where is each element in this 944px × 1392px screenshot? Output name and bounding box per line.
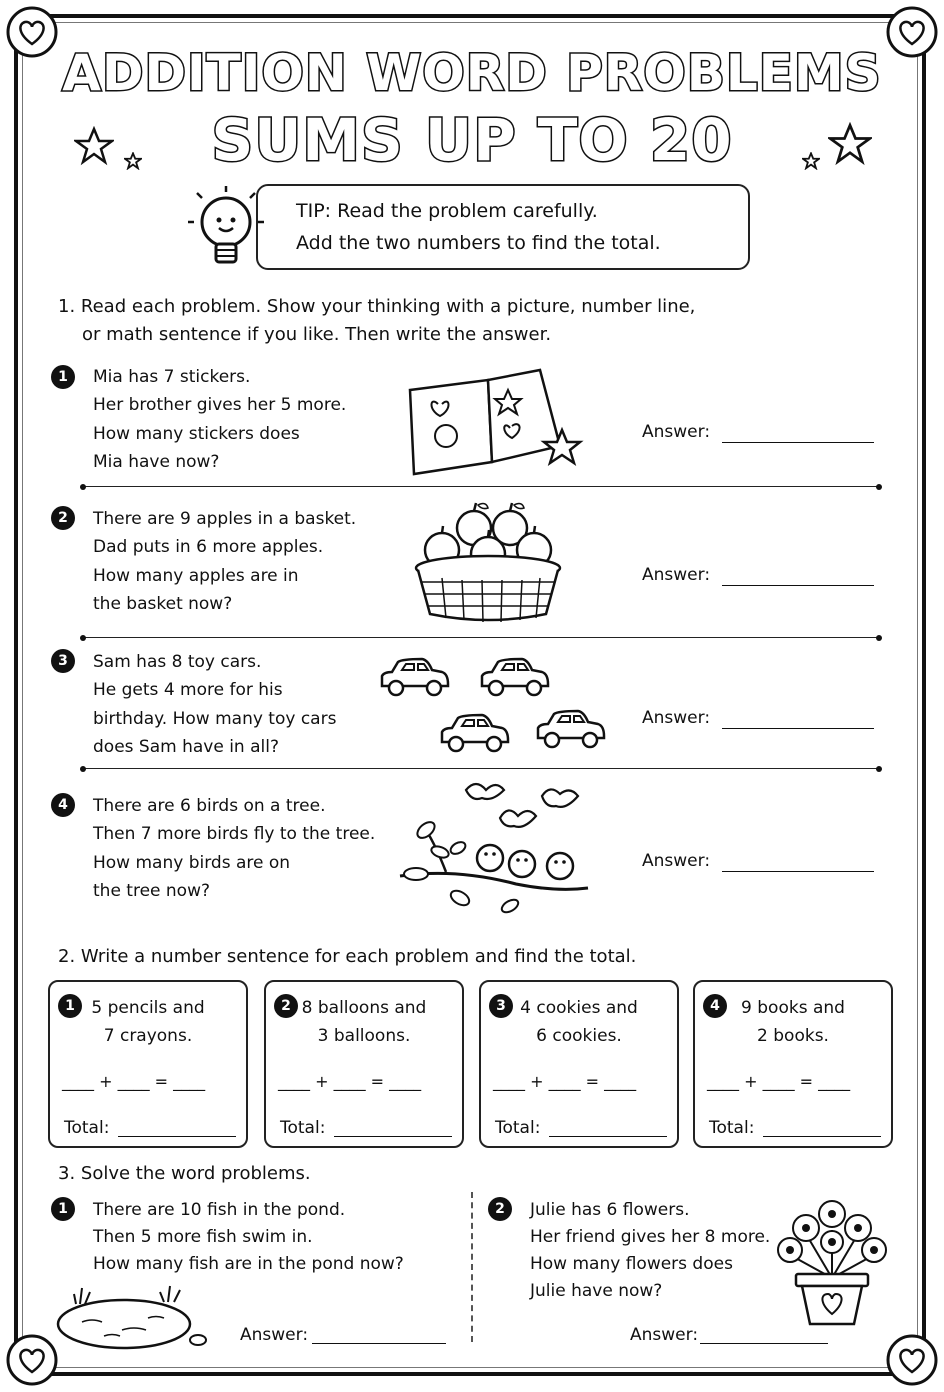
box-text: 9 books and xyxy=(741,998,845,1018)
problem-number: 1 xyxy=(51,365,75,389)
section1-instruction: 1. Read each problem. Show your thinking with a picture, number line, xyxy=(58,296,696,317)
problem-text: How many flowers does xyxy=(530,1254,733,1274)
problem-text: He gets 4 more for his xyxy=(93,680,283,700)
tip-line-2: Add the two numbers to find the total. xyxy=(296,232,661,254)
total-field[interactable] xyxy=(118,1136,236,1137)
tip-box xyxy=(256,184,750,270)
problem-text: There are 10 fish in the pond. xyxy=(93,1200,346,1220)
toy-car-icon xyxy=(438,712,510,756)
tip-line-1: TIP: Read the problem carefully. xyxy=(296,200,598,222)
total-label: Total: xyxy=(709,1118,755,1138)
answer-field[interactable] xyxy=(722,442,874,443)
equation-blanks[interactable]: ____ + ____ = ____ xyxy=(493,1072,637,1091)
divider-dot xyxy=(80,635,86,641)
problem-text: Julie has 6 flowers. xyxy=(530,1200,690,1220)
birds-branch-icon xyxy=(396,776,596,916)
box-text: 8 balloons and xyxy=(301,998,427,1018)
star-icon xyxy=(74,126,114,166)
box-text: 5 pencils and xyxy=(91,998,205,1018)
box-text: 2 books. xyxy=(757,1026,829,1046)
divider xyxy=(84,768,878,769)
problem-text: does Sam have in all? xyxy=(93,737,279,757)
equation-blanks[interactable]: ____ + ____ = ____ xyxy=(707,1072,851,1091)
section1-instruction-2: or math sentence if you like. Then write the answer. xyxy=(82,324,552,345)
star-icon xyxy=(802,152,820,170)
answer-field[interactable] xyxy=(722,728,874,729)
problem-text: How many stickers does xyxy=(93,424,300,444)
heart-icon xyxy=(884,1332,940,1388)
problem-text: Her brother gives her 5 more. xyxy=(93,395,347,415)
box-text: 3 balloons. xyxy=(317,1026,411,1046)
answer-field[interactable] xyxy=(722,585,874,586)
box-number: 3 xyxy=(489,994,513,1018)
divider-dot xyxy=(80,484,86,490)
equation-blanks[interactable]: ____ + ____ = ____ xyxy=(62,1072,206,1091)
problem-text: Then 7 more birds fly to the tree. xyxy=(93,824,376,844)
problem-text: Then 5 more fish swim in. xyxy=(93,1227,313,1247)
answer-label: Answer: xyxy=(642,422,711,442)
total-field[interactable] xyxy=(549,1136,667,1137)
problem-text: Sam has 8 toy cars. xyxy=(93,652,262,672)
divider-dot xyxy=(876,766,882,772)
box-number: 2 xyxy=(274,994,298,1018)
number-sentence-box xyxy=(693,980,893,1148)
box-text: 4 cookies and xyxy=(520,998,638,1018)
problem-text: Dad puts in 6 more apples. xyxy=(93,537,324,557)
divider xyxy=(84,637,878,638)
section2-instruction: 2. Write a number sentence for each problem and find the total. xyxy=(58,946,637,967)
problem-text: the basket now? xyxy=(93,594,233,614)
box-text: 6 cookies. xyxy=(536,1026,622,1046)
divider-dot xyxy=(876,635,882,641)
problem-number: 4 xyxy=(51,793,75,817)
star-icon xyxy=(828,122,872,166)
number-sentence-box xyxy=(479,980,679,1148)
problem-text: There are 9 apples in a basket. xyxy=(93,509,357,529)
problem-number: 1 xyxy=(51,1197,75,1221)
answer-label: Answer: xyxy=(630,1325,699,1345)
pond-icon xyxy=(52,1282,212,1352)
divider-dot xyxy=(80,766,86,772)
problem-text: There are 6 birds on a tree. xyxy=(93,796,326,816)
answer-field[interactable] xyxy=(312,1343,446,1344)
divider xyxy=(84,486,878,487)
page-subtitle: SUMS UP TO 20 xyxy=(211,106,733,174)
problem-text: Julie have now? xyxy=(530,1281,663,1301)
problem-number: 3 xyxy=(51,649,75,673)
sticker-book-icon xyxy=(400,366,590,476)
toy-car-icon xyxy=(478,656,550,700)
star-icon xyxy=(124,152,142,170)
total-label: Total: xyxy=(280,1118,326,1138)
problem-text: How many birds are on xyxy=(93,853,291,873)
total-field[interactable] xyxy=(763,1136,881,1137)
problem-text: How many apples are in xyxy=(93,566,299,586)
box-number: 4 xyxy=(703,994,727,1018)
answer-label: Answer: xyxy=(642,565,711,585)
number-sentence-box xyxy=(264,980,464,1148)
number-sentence-box xyxy=(48,980,248,1148)
answer-field[interactable] xyxy=(700,1343,828,1344)
flower-pot-icon xyxy=(774,1190,890,1330)
box-text: 7 crayons. xyxy=(103,1026,193,1046)
toy-car-icon xyxy=(534,708,606,752)
total-label: Total: xyxy=(495,1118,541,1138)
apple-basket-icon xyxy=(412,498,564,626)
problem-text: How many fish are in the pond now? xyxy=(93,1254,404,1274)
total-field[interactable] xyxy=(334,1136,452,1137)
section3-instruction: 3. Solve the word problems. xyxy=(58,1163,311,1184)
answer-field[interactable] xyxy=(722,871,874,872)
answer-label: Answer: xyxy=(642,851,711,871)
column-divider xyxy=(471,1192,473,1342)
problem-number: 2 xyxy=(488,1197,512,1221)
divider-dot xyxy=(876,484,882,490)
box-number: 1 xyxy=(58,994,82,1018)
answer-label: Answer: xyxy=(642,708,711,728)
equation-blanks[interactable]: ____ + ____ = ____ xyxy=(278,1072,422,1091)
problem-text: Mia has 7 stickers. xyxy=(93,367,251,387)
page-title: ADDITION WORD PROBLEMS xyxy=(62,44,882,102)
problem-text: Her friend gives her 8 more. xyxy=(530,1227,771,1247)
problem-text: birthday. How many toy cars xyxy=(93,709,337,729)
problem-text: the tree now? xyxy=(93,881,211,901)
toy-car-icon xyxy=(378,656,450,700)
problem-number: 2 xyxy=(51,506,75,530)
problem-text: Mia have now? xyxy=(93,452,220,472)
total-label: Total: xyxy=(64,1118,110,1138)
answer-label: Answer: xyxy=(240,1325,309,1345)
